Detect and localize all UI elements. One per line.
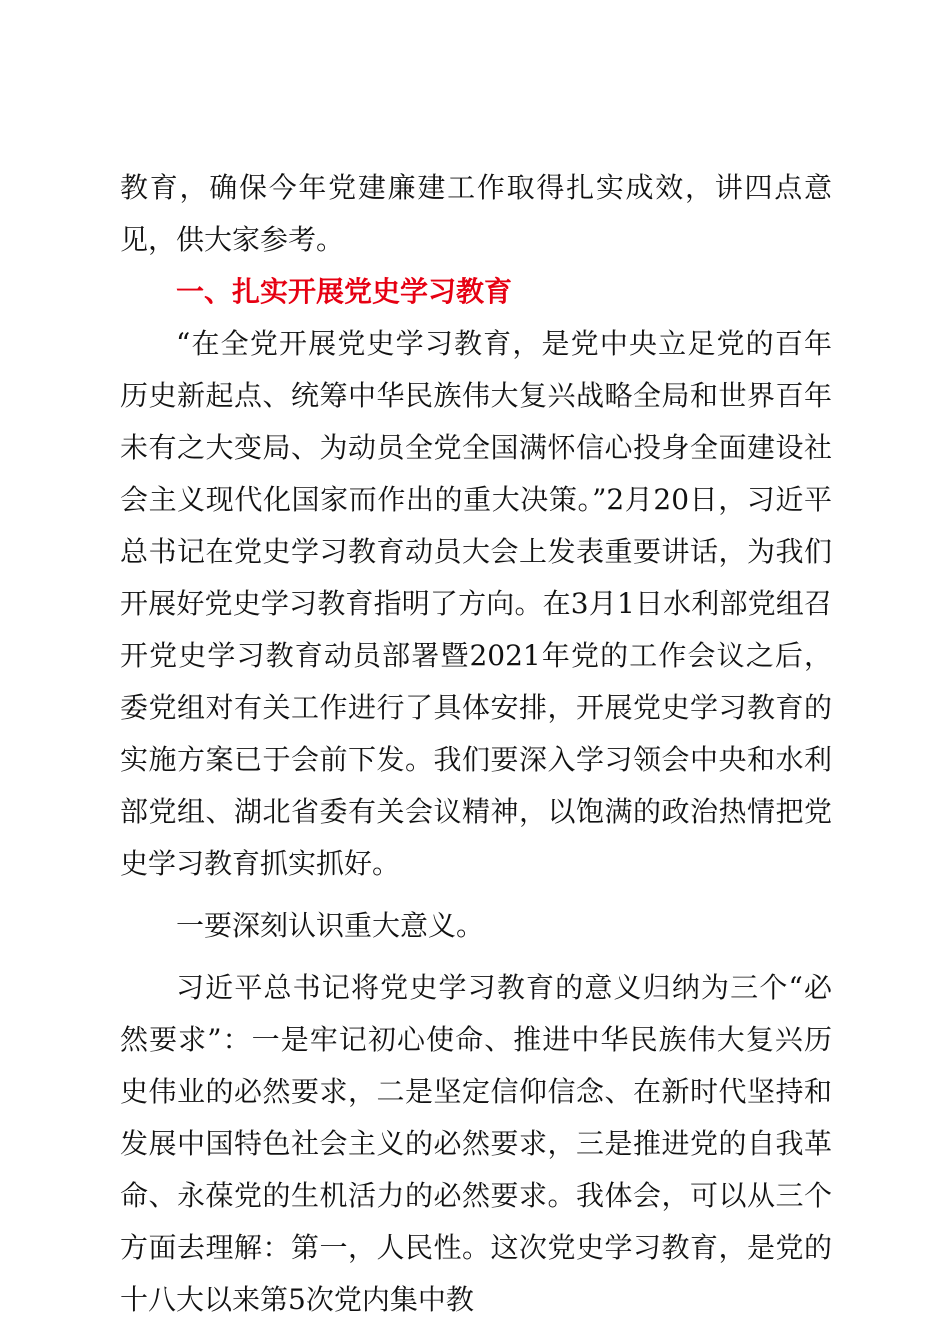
paragraph-gap [120,952,832,962]
document-body [120,162,832,1326]
paragraph-continuation: 教育，确保今年党建廉建工作取得扎实成效，讲四点意见，供大家参考。 [120,171,832,256]
section-heading: 一、扎实开展党史学习教育 [176,275,513,308]
paragraph-gap [120,890,832,900]
paragraph-subheading: 一要深刻认识重大意义。 [176,909,485,942]
paragraph-body: “在全党开展党史学习教育，是党中央立足党的百年历史新起点、统筹中华民族伟大复兴战略全局和世界百年未有之大变局、为动员全党全国满怀信心投身全面建设社会主义现代化国家而作出的重大决策。”2月20日，习近平总书记在党史学习教育动员大会上发表重要讲话，为我们开展好党史学习教育指明了方向。在3月1日水利部党组召开党史学习教育动员部署暨2021年党的工作会议之后，委党组对有关工作进行了具体安排，开展党史学习教育的实施方案已于会前下发。我们要深入学习领会中央和水利部党组、湖北省委有关会议精神，以饱满的政治热情把党史学习教育抓实抓好。 [120,327,832,880]
paragraph-body: 习近平总书记将党史学习教育的意义归纳为三个“必然要求”：一是牢记初心使命、推进中华民族伟大复兴历史伟业的必然要求，二是坚定信仰信念、在新时代坚持和发展中国特色社会主义的必然要求，三是推进党的自我革命、永葆党的生机活力的必然要求。我体会，可以从三个方面去理解：第一，人民性。这次党史学习教育，是党的十八大以来第5次党内集中教 [120,971,832,1316]
